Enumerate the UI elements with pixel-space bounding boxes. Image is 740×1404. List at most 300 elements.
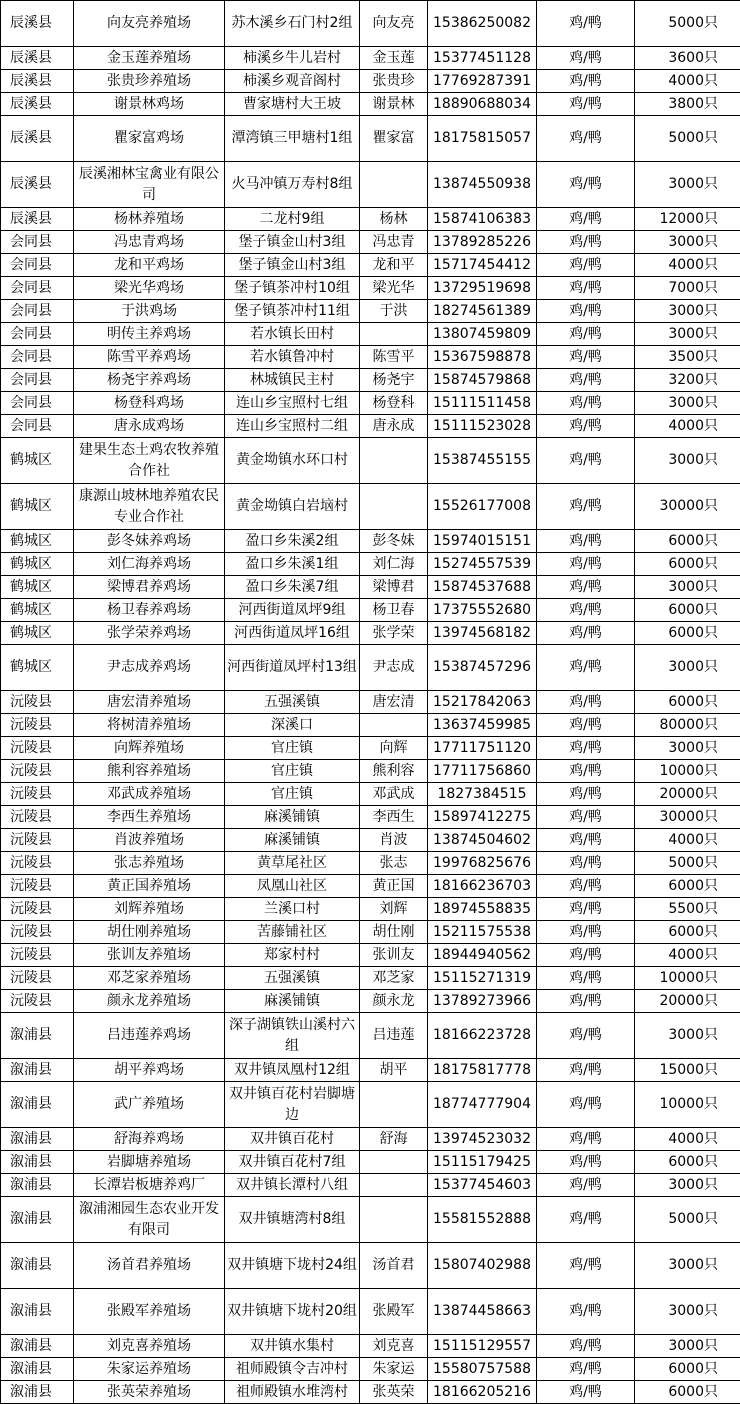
farm-name-cell: 杨尧宇养鸡场: [74, 369, 225, 392]
phone-cell: 18166205216: [428, 1381, 537, 1404]
type-cell: 鸡/鸭: [537, 484, 635, 530]
contact-cell: 张贵珍: [360, 70, 428, 93]
farm-name-cell: 金玉莲养殖场: [74, 47, 225, 70]
phone-cell: 18274561389: [428, 300, 537, 323]
address-cell: 盈口乡朱溪1组: [225, 553, 360, 576]
table-row: [1, 875, 740, 898]
contact-cell: 胡平: [360, 1059, 428, 1082]
contact-cell: 吕违莲: [360, 1013, 428, 1059]
address-cell: 麻溪铺镇: [225, 829, 360, 852]
type-cell: 鸡/鸭: [537, 1381, 635, 1404]
farm-name-cell: 颜永龙养殖场: [74, 990, 225, 1013]
contact-cell: [360, 1082, 428, 1128]
county-cell: 鹤城区: [1, 576, 74, 599]
quantity-cell: 3000只: [635, 323, 740, 346]
farm-name-cell: 张志养殖场: [74, 852, 225, 875]
contact-cell: [360, 484, 428, 530]
address-cell: 河西街道凤坪16组: [225, 622, 360, 645]
farm-name-cell: 杨林养殖场: [74, 208, 225, 231]
contact-cell: 刘辉: [360, 898, 428, 921]
address-cell: 麻溪铺镇: [225, 990, 360, 1013]
county-cell: 溆浦县: [1, 1013, 74, 1059]
contact-cell: 唐宏清: [360, 691, 428, 714]
contact-cell: [360, 438, 428, 484]
contact-cell: 陈雪平: [360, 346, 428, 369]
farm-name-cell: 张英荣养殖场: [74, 1381, 225, 1404]
type-cell: 鸡/鸭: [537, 254, 635, 277]
phone-cell: 13789285226: [428, 231, 537, 254]
table-row: [1, 116, 740, 162]
address-cell: 曹家塘村大王坡: [225, 93, 360, 116]
phone-cell: 15211575538: [428, 921, 537, 944]
type-cell: 鸡/鸭: [537, 898, 635, 921]
contact-cell: 梁博君: [360, 576, 428, 599]
type-cell: 鸡/鸭: [537, 208, 635, 231]
farm-name-cell: 陈雪平养鸡场: [74, 346, 225, 369]
table-row: [1, 783, 740, 806]
quantity-cell: 6000只: [635, 1358, 740, 1381]
farm-name-cell: 刘辉养殖场: [74, 898, 225, 921]
quantity-cell: 3000只: [635, 576, 740, 599]
address-cell: 五强溪镇: [225, 967, 360, 990]
table-row: [1, 1197, 740, 1243]
phone-cell: 13789273966: [428, 990, 537, 1013]
phone-cell: 15581552888: [428, 1197, 537, 1243]
quantity-cell: 4000只: [635, 415, 740, 438]
table-row: [1, 553, 740, 576]
address-cell: 双井镇百花村岩脚塘边: [225, 1082, 360, 1128]
address-cell: 深子湖镇铁山溪村六组: [225, 1013, 360, 1059]
phone-cell: 18890688034: [428, 93, 537, 116]
type-cell: 鸡/鸭: [537, 645, 635, 691]
table-row: [1, 1243, 740, 1289]
contact-cell: 龙和平: [360, 254, 428, 277]
phone-cell: 17711751120: [428, 737, 537, 760]
county-cell: 辰溪县: [1, 162, 74, 208]
phone-cell: 15111523028: [428, 415, 537, 438]
county-cell: 溆浦县: [1, 1059, 74, 1082]
phone-cell: 17711756860: [428, 760, 537, 783]
phone-cell: 13974568182: [428, 622, 537, 645]
quantity-cell: 4000只: [635, 254, 740, 277]
contact-cell: 胡仕刚: [360, 921, 428, 944]
address-cell: 双井镇塘湾村8组: [225, 1197, 360, 1243]
address-cell: 黄草尾社区: [225, 852, 360, 875]
table-row: [1, 691, 740, 714]
type-cell: 鸡/鸭: [537, 553, 635, 576]
county-cell: 溆浦县: [1, 1243, 74, 1289]
type-cell: 鸡/鸭: [537, 392, 635, 415]
table-row: [1, 1381, 740, 1404]
table-row: [1, 1082, 740, 1128]
phone-cell: 15377451128: [428, 47, 537, 70]
address-cell: 堡子镇金山村3组: [225, 254, 360, 277]
table-row: [1, 1174, 740, 1197]
type-cell: 鸡/鸭: [537, 990, 635, 1013]
contact-cell: 黄正国: [360, 875, 428, 898]
quantity-cell: 3000只: [635, 162, 740, 208]
table-row: [1, 622, 740, 645]
address-cell: 柿溪乡观音阁村: [225, 70, 360, 93]
table-row: [1, 944, 740, 967]
type-cell: 鸡/鸭: [537, 1151, 635, 1174]
quantity-cell: 6000只: [635, 921, 740, 944]
table-row: [1, 1013, 740, 1059]
phone-cell: 15580757588: [428, 1358, 537, 1381]
phone-cell: 15367598878: [428, 346, 537, 369]
type-cell: 鸡/鸭: [537, 875, 635, 898]
county-cell: 鹤城区: [1, 622, 74, 645]
quantity-cell: 3000只: [635, 300, 740, 323]
table-row: [1, 93, 740, 116]
phone-cell: 18974558835: [428, 898, 537, 921]
quantity-cell: 20000只: [635, 990, 740, 1013]
county-cell: 鹤城区: [1, 599, 74, 622]
county-cell: 鹤城区: [1, 553, 74, 576]
quantity-cell: 3000只: [635, 645, 740, 691]
table-row: [1, 990, 740, 1013]
address-cell: 祖师殿镇令吉冲村: [225, 1358, 360, 1381]
farm-name-cell: 瞿家富鸡场: [74, 116, 225, 162]
contact-cell: 于洪: [360, 300, 428, 323]
contact-cell: 张学荣: [360, 622, 428, 645]
address-cell: 河西街道凤坪村13组: [225, 645, 360, 691]
table-row: [1, 392, 740, 415]
type-cell: 鸡/鸭: [537, 599, 635, 622]
phone-cell: 18175817778: [428, 1059, 537, 1082]
quantity-cell: 6000只: [635, 599, 740, 622]
table-row: [1, 300, 740, 323]
address-cell: 双井镇百花村7组: [225, 1151, 360, 1174]
address-cell: 五强溪镇: [225, 691, 360, 714]
type-cell: 鸡/鸭: [537, 1013, 635, 1059]
contact-cell: [360, 714, 428, 737]
type-cell: 鸡/鸭: [537, 70, 635, 93]
table-row: [1, 369, 740, 392]
contact-cell: 李西生: [360, 806, 428, 829]
table-body: [1, 1, 740, 1404]
type-cell: 鸡/鸭: [537, 852, 635, 875]
county-cell: 会同县: [1, 392, 74, 415]
type-cell: 鸡/鸭: [537, 967, 635, 990]
farm-name-cell: 胡仕刚养殖场: [74, 921, 225, 944]
farm-name-cell: 舒海养鸡场: [74, 1128, 225, 1151]
quantity-cell: 3000只: [635, 1289, 740, 1335]
type-cell: 鸡/鸭: [537, 277, 635, 300]
phone-cell: 15874537688: [428, 576, 537, 599]
county-cell: 辰溪县: [1, 47, 74, 70]
county-cell: 鹤城区: [1, 484, 74, 530]
contact-cell: 梁光华: [360, 277, 428, 300]
farm-name-cell: 唐宏清养殖场: [74, 691, 225, 714]
county-cell: 鹤城区: [1, 438, 74, 484]
type-cell: 鸡/鸭: [537, 783, 635, 806]
phone-cell: 1827384515: [428, 783, 537, 806]
farm-name-cell: 吕违莲养鸡场: [74, 1013, 225, 1059]
type-cell: 鸡/鸭: [537, 116, 635, 162]
phone-cell: 15111511458: [428, 392, 537, 415]
type-cell: 鸡/鸭: [537, 323, 635, 346]
address-cell: 麻溪铺镇: [225, 806, 360, 829]
farm-name-cell: 明传主养鸡场: [74, 323, 225, 346]
quantity-cell: 3000只: [635, 438, 740, 484]
type-cell: 鸡/鸭: [537, 346, 635, 369]
table-row: [1, 323, 740, 346]
contact-cell: 舒海: [360, 1128, 428, 1151]
county-cell: 溆浦县: [1, 1082, 74, 1128]
farm-name-cell: 李西生养殖场: [74, 806, 225, 829]
contact-cell: [360, 1151, 428, 1174]
contact-cell: 颜永龙: [360, 990, 428, 1013]
table-row: [1, 346, 740, 369]
table-row: [1, 1335, 740, 1358]
quantity-cell: 4000只: [635, 944, 740, 967]
farm-name-cell: 邓武成养殖场: [74, 783, 225, 806]
quantity-cell: 3600只: [635, 47, 740, 70]
county-cell: 鹤城区: [1, 645, 74, 691]
county-cell: 沅陵县: [1, 875, 74, 898]
table-row: [1, 737, 740, 760]
address-cell: 凤凰山社区: [225, 875, 360, 898]
table-row: [1, 1128, 740, 1151]
quantity-cell: 6000只: [635, 691, 740, 714]
farm-name-cell: 辰溪湘林宝禽业有限公司: [74, 162, 225, 208]
contact-cell: [360, 162, 428, 208]
county-cell: 辰溪县: [1, 70, 74, 93]
table-row: [1, 47, 740, 70]
address-cell: 双井镇长潭村八组: [225, 1174, 360, 1197]
address-cell: 黄金坳镇水环口村: [225, 438, 360, 484]
quantity-cell: 6000只: [635, 1151, 740, 1174]
address-cell: 盈口乡朱溪7组: [225, 576, 360, 599]
address-cell: 郑家村村: [225, 944, 360, 967]
quantity-cell: 6000只: [635, 622, 740, 645]
farm-name-cell: 张学荣养鸡场: [74, 622, 225, 645]
phone-cell: 15377454603: [428, 1174, 537, 1197]
quantity-cell: 30000只: [635, 806, 740, 829]
county-cell: 会同县: [1, 254, 74, 277]
address-cell: 河西街道凤坪9组: [225, 599, 360, 622]
type-cell: 鸡/鸭: [537, 415, 635, 438]
county-cell: 辰溪县: [1, 116, 74, 162]
contact-cell: 向友亮: [360, 1, 428, 47]
county-cell: 辰溪县: [1, 93, 74, 116]
farm-name-cell: 肖波养殖场: [74, 829, 225, 852]
quantity-cell: 3000只: [635, 1013, 740, 1059]
county-cell: 溆浦县: [1, 1335, 74, 1358]
quantity-cell: 80000只: [635, 714, 740, 737]
quantity-cell: 4000只: [635, 829, 740, 852]
county-cell: 会同县: [1, 277, 74, 300]
contact-cell: 杨林: [360, 208, 428, 231]
type-cell: 鸡/鸭: [537, 300, 635, 323]
quantity-cell: 6000只: [635, 875, 740, 898]
phone-cell: 13874550938: [428, 162, 537, 208]
county-cell: 沅陵县: [1, 921, 74, 944]
phone-cell: 15217842063: [428, 691, 537, 714]
address-cell: 连山乡宝照村二组: [225, 415, 360, 438]
farm-name-cell: 长潭岩板塘养鸡厂: [74, 1174, 225, 1197]
table-row: [1, 231, 740, 254]
farm-name-cell: 溆浦湘园生态农业开发有限司: [74, 1197, 225, 1243]
county-cell: 溆浦县: [1, 1151, 74, 1174]
table-row: [1, 1059, 740, 1082]
phone-cell: 15897412275: [428, 806, 537, 829]
contact-cell: 杨登科: [360, 392, 428, 415]
address-cell: 堡子镇金山村3组: [225, 231, 360, 254]
county-cell: 会同县: [1, 369, 74, 392]
type-cell: 鸡/鸭: [537, 1335, 635, 1358]
quantity-cell: 3000只: [635, 1335, 740, 1358]
county-cell: 沅陵县: [1, 691, 74, 714]
address-cell: 官庄镇: [225, 783, 360, 806]
phone-cell: 18166223728: [428, 1013, 537, 1059]
county-cell: 沅陵县: [1, 806, 74, 829]
phone-cell: 13637459985: [428, 714, 537, 737]
quantity-cell: 5500只: [635, 898, 740, 921]
county-cell: 溆浦县: [1, 1174, 74, 1197]
table-row: [1, 829, 740, 852]
type-cell: 鸡/鸭: [537, 438, 635, 484]
quantity-cell: 6000只: [635, 530, 740, 553]
phone-cell: 15974015151: [428, 530, 537, 553]
address-cell: 若水镇长田村: [225, 323, 360, 346]
contact-cell: 张训友: [360, 944, 428, 967]
type-cell: 鸡/鸭: [537, 47, 635, 70]
type-cell: 鸡/鸭: [537, 1358, 635, 1381]
quantity-cell: 15000只: [635, 1059, 740, 1082]
table-row: [1, 530, 740, 553]
contact-cell: 唐永成: [360, 415, 428, 438]
table-row: [1, 852, 740, 875]
type-cell: 鸡/鸭: [537, 944, 635, 967]
phone-cell: 15807402988: [428, 1243, 537, 1289]
farm-name-cell: 胡平养鸡场: [74, 1059, 225, 1082]
quantity-cell: 4000只: [635, 1128, 740, 1151]
contact-cell: 朱家运: [360, 1358, 428, 1381]
phone-cell: 18166236703: [428, 875, 537, 898]
table-row: [1, 599, 740, 622]
address-cell: 祖师殿镇水堆湾村: [225, 1381, 360, 1404]
type-cell: 鸡/鸭: [537, 231, 635, 254]
quantity-cell: 20000只: [635, 783, 740, 806]
farm-name-cell: 张训友养殖场: [74, 944, 225, 967]
farm-name-cell: 尹志成养鸡场: [74, 645, 225, 691]
contact-cell: 尹志成: [360, 645, 428, 691]
phone-cell: 15115129557: [428, 1335, 537, 1358]
farm-name-cell: 唐永成鸡场: [74, 415, 225, 438]
table-row: [1, 921, 740, 944]
address-cell: 黄金坳镇白岩垴村: [225, 484, 360, 530]
type-cell: 鸡/鸭: [537, 1243, 635, 1289]
county-cell: 会同县: [1, 415, 74, 438]
farm-name-cell: 彭冬妹养鸡场: [74, 530, 225, 553]
type-cell: 鸡/鸭: [537, 760, 635, 783]
type-cell: 鸡/鸭: [537, 1, 635, 47]
county-cell: 沅陵县: [1, 852, 74, 875]
quantity-cell: 6000只: [635, 1381, 740, 1404]
county-cell: 沅陵县: [1, 714, 74, 737]
farm-name-cell: 向辉养殖场: [74, 737, 225, 760]
farm-name-cell: 向友亮养殖场: [74, 1, 225, 47]
phone-cell: 15526177008: [428, 484, 537, 530]
table-row: [1, 438, 740, 484]
county-cell: 溆浦县: [1, 1381, 74, 1404]
quantity-cell: 6000只: [635, 553, 740, 576]
county-cell: 溆浦县: [1, 1289, 74, 1335]
table-row: [1, 1358, 740, 1381]
farm-name-cell: 熊利容养殖场: [74, 760, 225, 783]
contact-cell: 瞿家富: [360, 116, 428, 162]
table-row: [1, 1151, 740, 1174]
county-cell: 会同县: [1, 323, 74, 346]
table-row: [1, 898, 740, 921]
county-cell: 会同县: [1, 346, 74, 369]
quantity-cell: 10000只: [635, 1082, 740, 1128]
phone-cell: 13974523032: [428, 1128, 537, 1151]
farm-name-cell: 刘克喜养殖场: [74, 1335, 225, 1358]
county-cell: 辰溪县: [1, 1, 74, 47]
table-row: [1, 1, 740, 47]
phone-cell: 13729519698: [428, 277, 537, 300]
contact-cell: 邓武成: [360, 783, 428, 806]
quantity-cell: 30000只: [635, 484, 740, 530]
county-cell: 溆浦县: [1, 1358, 74, 1381]
type-cell: 鸡/鸭: [537, 93, 635, 116]
phone-cell: 15274557539: [428, 553, 537, 576]
farm-name-cell: 谢景林鸡场: [74, 93, 225, 116]
quantity-cell: 3200只: [635, 369, 740, 392]
county-cell: 会同县: [1, 300, 74, 323]
farm-name-cell: 邓芝家养殖场: [74, 967, 225, 990]
quantity-cell: 3500只: [635, 346, 740, 369]
address-cell: 火马冲镇万寿村8组: [225, 162, 360, 208]
contact-cell: 金玉莲: [360, 47, 428, 70]
address-cell: 堡子镇茶冲村10组: [225, 277, 360, 300]
phone-cell: 17769287391: [428, 70, 537, 93]
contact-cell: 向辉: [360, 737, 428, 760]
address-cell: 柿溪乡牛儿岩村: [225, 47, 360, 70]
address-cell: 双井镇百花村: [225, 1128, 360, 1151]
farm-name-cell: 张殿军养殖场: [74, 1289, 225, 1335]
address-cell: 潭湾镇三甲塘村1组: [225, 116, 360, 162]
quantity-cell: 3000只: [635, 1174, 740, 1197]
quantity-cell: 10000只: [635, 967, 740, 990]
table-row: [1, 484, 740, 530]
county-cell: 辰溪县: [1, 208, 74, 231]
farm-name-cell: 杨登科鸡场: [74, 392, 225, 415]
county-cell: 鹤城区: [1, 530, 74, 553]
phone-cell: 15717454412: [428, 254, 537, 277]
address-cell: 苦藤铺社区: [225, 921, 360, 944]
county-cell: 溆浦县: [1, 1197, 74, 1243]
quantity-cell: 5000只: [635, 116, 740, 162]
type-cell: 鸡/鸭: [537, 806, 635, 829]
address-cell: 二龙村9组: [225, 208, 360, 231]
quantity-cell: 5000只: [635, 852, 740, 875]
farm-name-cell: 杨卫春养鸡场: [74, 599, 225, 622]
address-cell: 连山乡宝照村七组: [225, 392, 360, 415]
contact-cell: 张殿军: [360, 1289, 428, 1335]
type-cell: 鸡/鸭: [537, 622, 635, 645]
quantity-cell: 3000只: [635, 1243, 740, 1289]
quantity-cell: 3000只: [635, 231, 740, 254]
contact-cell: [360, 1197, 428, 1243]
phone-cell: 13807459809: [428, 323, 537, 346]
farm-name-cell: 刘仁海养鸡场: [74, 553, 225, 576]
address-cell: 双井镇凤凰村12组: [225, 1059, 360, 1082]
contact-cell: 谢景林: [360, 93, 428, 116]
